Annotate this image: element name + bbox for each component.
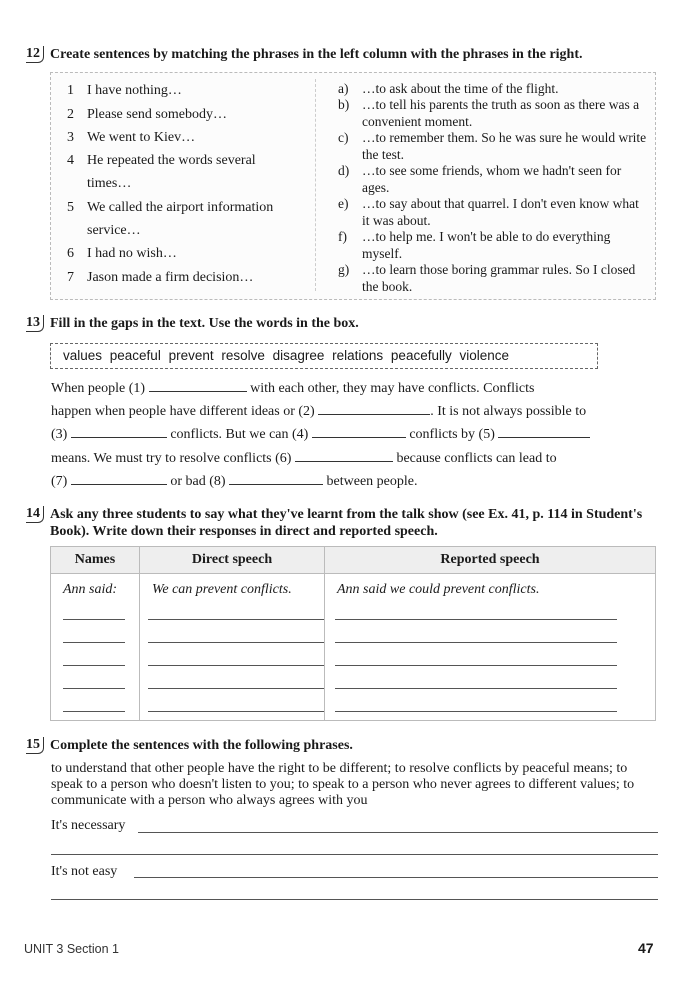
list-item: 3 We went to Kiev… xyxy=(67,130,196,145)
answer-line[interactable] xyxy=(63,642,125,643)
answer-line[interactable] xyxy=(335,665,617,666)
exercise-number: 12 xyxy=(26,46,44,63)
list-item-continuation: service… xyxy=(87,223,141,238)
answer-line[interactable] xyxy=(148,619,324,620)
gap-5[interactable] xyxy=(498,425,590,438)
answer-line[interactable] xyxy=(138,832,658,833)
sentence-prompt: It's not easy xyxy=(51,864,118,879)
reported-speech-cell xyxy=(325,574,656,721)
answer-line[interactable] xyxy=(335,711,617,712)
gap-4[interactable] xyxy=(312,425,406,438)
exercise-title: Create sentences by matching the phrases in the left column with the phrases in the right. xyxy=(50,47,583,62)
list-item: 6 I had no wish… xyxy=(67,246,177,261)
gap-8[interactable] xyxy=(229,472,323,485)
word-box: values peaceful prevent resolve disagree relations peacefully violence xyxy=(50,343,598,369)
page-number: 47 xyxy=(638,940,654,956)
example-name: Ann said: xyxy=(63,582,118,597)
answer-line[interactable] xyxy=(63,665,125,666)
names-cell xyxy=(51,574,140,721)
answer-line[interactable] xyxy=(51,899,658,900)
gap-2[interactable] xyxy=(318,402,430,415)
answer-line[interactable] xyxy=(148,711,324,712)
exercise-title: Complete the sentences with the following phrases. xyxy=(50,738,353,753)
answer-line[interactable] xyxy=(51,854,658,855)
answer-line[interactable] xyxy=(335,642,617,643)
speech-table xyxy=(50,546,656,721)
sentence-prompt: It's necessary xyxy=(51,818,126,833)
gap-7[interactable] xyxy=(71,472,167,485)
unit-label: UNIT 3 Section 1 xyxy=(24,942,119,956)
answer-line[interactable] xyxy=(335,688,617,689)
answer-line[interactable] xyxy=(63,711,125,712)
list-item: 1 I have nothing… xyxy=(67,83,182,98)
gap-6[interactable] xyxy=(295,449,393,462)
gap-fill-text: When people (1) with each other, they may have conflicts. Conflicts happen when people have different ideas or (2) . It is not always possible to (3) conflicts. But we can (4) conflicts by (5) means. We must try to resolve conflicts (6) because conflicts can lead to (7) or bad (8) between people. xyxy=(51,377,661,493)
exercise-number: 15 xyxy=(26,737,44,754)
answer-line[interactable] xyxy=(63,688,125,689)
list-item: 4 He repeated the words several xyxy=(67,153,256,168)
answer-line[interactable] xyxy=(335,619,617,620)
answer-line[interactable] xyxy=(63,619,125,620)
exercise-title: Fill in the gaps in the text. Use the words in the box. xyxy=(50,316,359,331)
column-header-names: Names xyxy=(51,547,140,574)
answer-line[interactable] xyxy=(148,642,324,643)
answer-line[interactable] xyxy=(148,688,324,689)
direct-speech-cell xyxy=(140,574,325,721)
list-item: 2 Please send somebody… xyxy=(67,107,227,122)
exercise-title: Ask any three students to say what they've learnt from the talk show (see Ex. 41, p. 114 in Student's Book). Write down their responses in direct and reported speech. xyxy=(50,507,643,539)
column-header-direct-speech: Direct speech xyxy=(140,547,325,574)
list-item: 7 Jason made a firm decision… xyxy=(67,270,254,285)
matching-box: 1 I have nothing… 2 Please send somebody… 3 We went to Kiev… 4 He repeated the words several times… 5 We called the airport information service… 6 I had no wish… 7 Jason made a firm decision… a) …to ask about the time of the flight. b) …to tell his parents the truth as soon as there was a convenient moment. c) …to remember them. So he was sure he would write the test. d) …to see some friends, whom we hadn't seen for ages. e) …to say about that quarrel. I don't even know what it was about. f) …to help me. I won't be able to do everything myself. g) …to learn those boring grammar rules. So I closed the book. xyxy=(50,72,656,300)
exercise-number: 14 xyxy=(26,506,44,523)
exercise-number: 13 xyxy=(26,315,44,332)
gap-1[interactable] xyxy=(149,379,247,392)
example-reported: Ann said we could prevent conflicts. xyxy=(337,582,540,597)
answer-line[interactable] xyxy=(148,665,324,666)
column-header-reported-speech: Reported speech xyxy=(325,547,656,574)
answer-line[interactable] xyxy=(134,877,658,878)
phrase-list: to understand that other people have the right to be different; to resolve conflicts by peaceful means; to speak to a person who doesn't listen to you; to speak to a person who never agrees to different values; to communicate with a person who always agrees with you xyxy=(51,761,635,808)
gap-3[interactable] xyxy=(71,425,167,438)
example-direct: We can prevent conflicts. xyxy=(152,582,292,597)
list-item: 5 We called the airport information xyxy=(67,200,274,215)
list-item-continuation: times… xyxy=(87,176,132,191)
